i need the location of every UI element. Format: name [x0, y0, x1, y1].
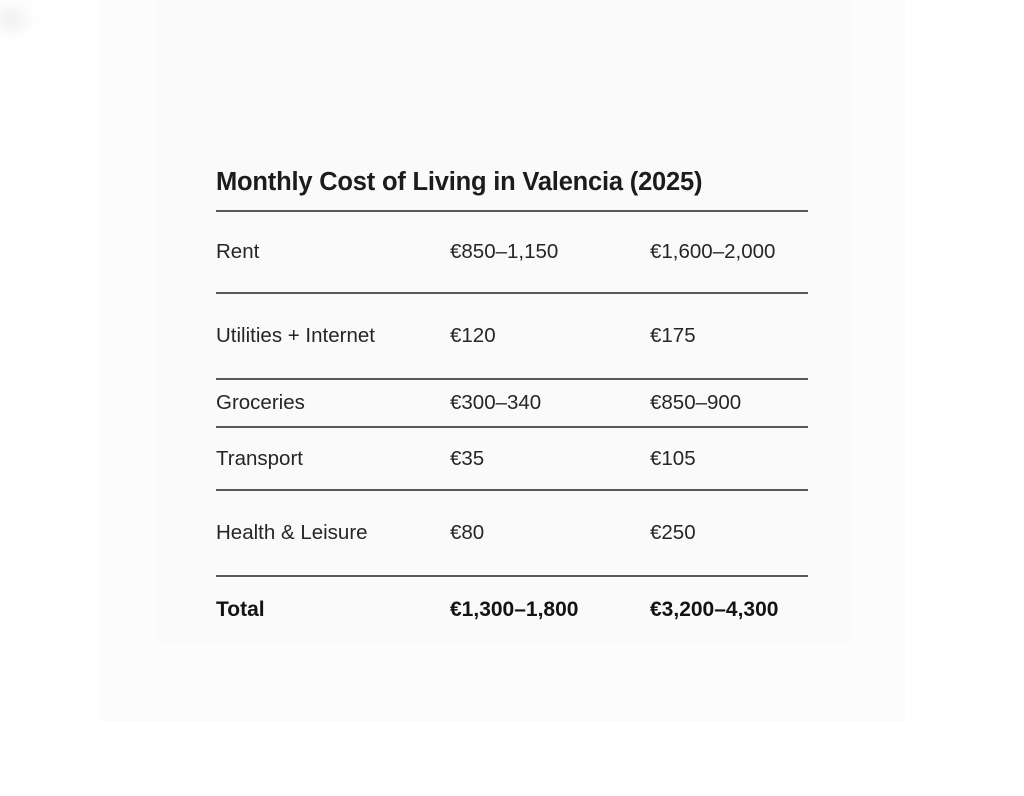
corner-shadow-artifact: [0, 6, 28, 32]
table-title: Monthly Cost of Living in Valencia (2025): [216, 168, 703, 196]
row-label-total: Total: [216, 597, 265, 621]
cost-of-living-table: [216, 168, 808, 641]
row-value1-utilities: €120: [450, 324, 496, 348]
row-value2-rent: €1,600–2,000: [650, 240, 776, 264]
table-row: [216, 491, 808, 575]
row-value1-rent: €850–1,150: [450, 240, 559, 264]
row-value1-groceries: €300–340: [450, 391, 542, 415]
row-label-groceries: Groceries: [216, 391, 305, 415]
row-value2-health: €250: [650, 521, 696, 545]
table-row: [216, 212, 808, 292]
row-value2-total: €3,200–4,300: [650, 597, 779, 621]
row-value1-transport: €35: [450, 446, 485, 470]
row-value2-utilities: €175: [650, 324, 696, 348]
table-row: [216, 428, 808, 489]
row-label-utilities: Utilities + Internet: [216, 324, 375, 348]
row-value1-health: €80: [450, 521, 485, 545]
table-row: [216, 294, 808, 378]
row-label-rent: Rent: [216, 240, 260, 264]
row-label-transport: Transport: [216, 446, 303, 470]
table-row: [216, 380, 808, 426]
row-label-health: Health & Leisure: [216, 521, 368, 545]
table-row-total: [216, 577, 808, 641]
row-value2-groceries: €850–900: [650, 391, 742, 415]
row-value2-transport: €105: [650, 446, 696, 470]
row-value1-total: €1,300–1,800: [450, 597, 579, 621]
